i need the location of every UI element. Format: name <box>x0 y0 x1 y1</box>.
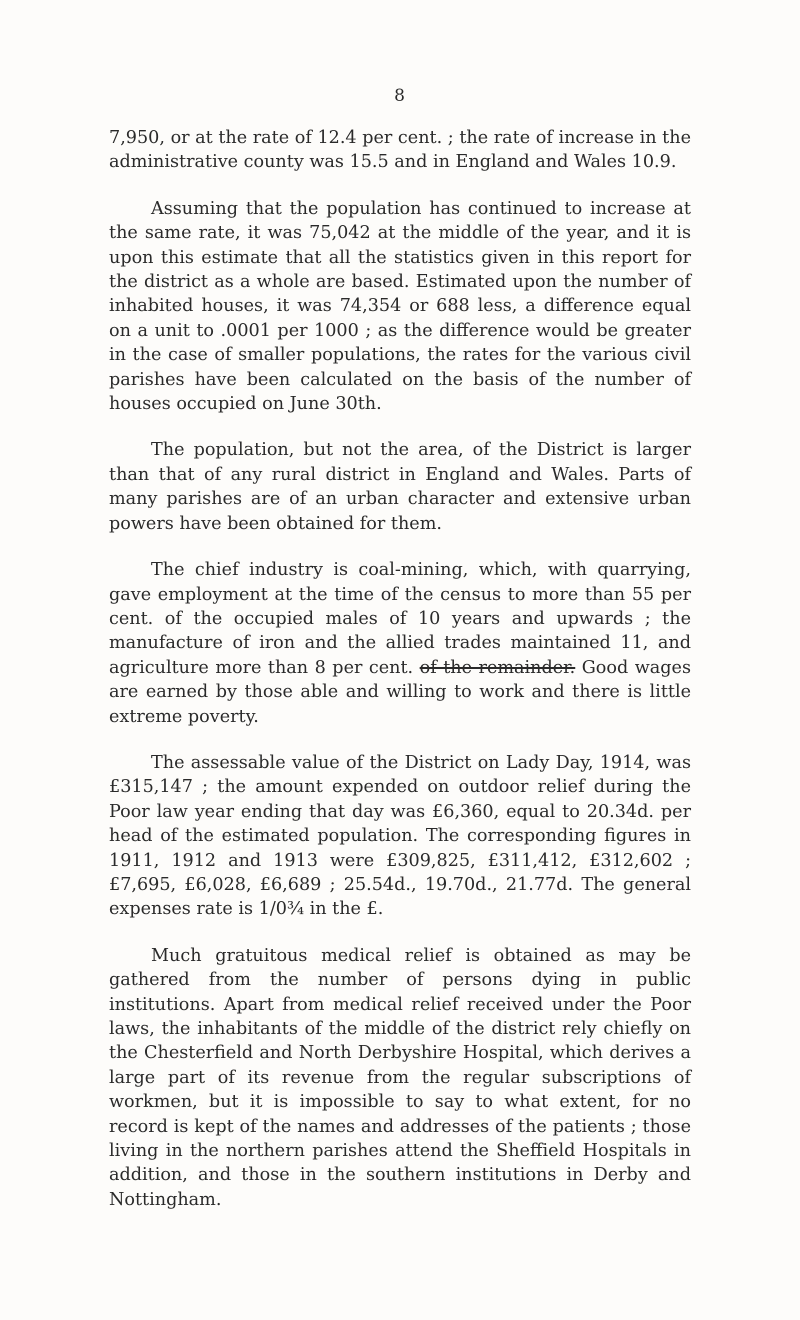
industry-text-after: Good wages are earned by those able and willing to work and there is little extreme poverty. <box>109 657 691 727</box>
paragraph-district-size: The population, but not the area, of the District is larger than that of any rural district in England and Wales. Parts of many parishes are of an urban character and extensive urban powers have been obtained for them. <box>109 440 691 534</box>
industry-text-before: The chief industry is coal-mining, which, with quarrying, gave employment at the time of the census to more than 55 per cent. of the occupied males of 10 years and upwards ; the manufacture of iron and the allied trades maintained 11, and agriculture more than 8 per cent. <box>109 560 691 678</box>
page-number: 8 <box>394 86 406 106</box>
struck-through-text: of the remainder. <box>419 657 576 678</box>
paragraph-chief-industry <box>109 558 691 729</box>
paragraph-population-increase: 7,950, or at the rate of 12.4 per cent. ; the rate of increase in the administrative county was 15.5 and in England and Wales 10.9. <box>109 128 691 173</box>
paragraph-population-estimate: Assuming that the population has continued to increase at the same rate, it was 75,042 at the middle of the year, and it is upon this estimate that all the statistics given in this report for the district as a whole are based. Estimated upon the number of inhabited houses, it was 74,354 or 688 less, a difference equal on a unit to .0001 per 1000 ; as the difference would be greater in the case of smaller populations, the rates for the various civil parishes have been calculated on the basis of the number of houses occupied on June 30th. <box>109 198 691 415</box>
paragraph-medical-relief: Much gratuitous medical relief is obtained as may be gathered from the number of persons dying in public institutions. Apart from medical relief received under the Poor laws, the inhabitants of the middle of the district rely chiefly on the Chesterfield and North Derbyshire Hospital, which derives a large part of its revenue from the regular subscriptions of workmen, but it is impossible to say to what extent, for no record is kept of the names and addresses of the patients ; those living in the northern parishes attend the Sheffield Hospitals in addition, and those in the southern institutions in Derby and Nottingham. <box>109 945 691 1210</box>
document-body <box>109 126 691 1234</box>
paragraph-assessable-value: The assessable value of the District on Lady Day, 1914, was £315,147 ; the amount expended on outdoor relief during the Poor law year ending that day was £6,360, equal to 20.34d. per head of the estimated population. The corresponding figures in 1911, 1912 and 1913 were £309,825, £311,412, £312,602 ; £7,695, £6,028, £6,689 ; 25.54d., 19.70d., 21.77d. The general expenses rate is 1/0¾ in the £. <box>109 752 691 920</box>
